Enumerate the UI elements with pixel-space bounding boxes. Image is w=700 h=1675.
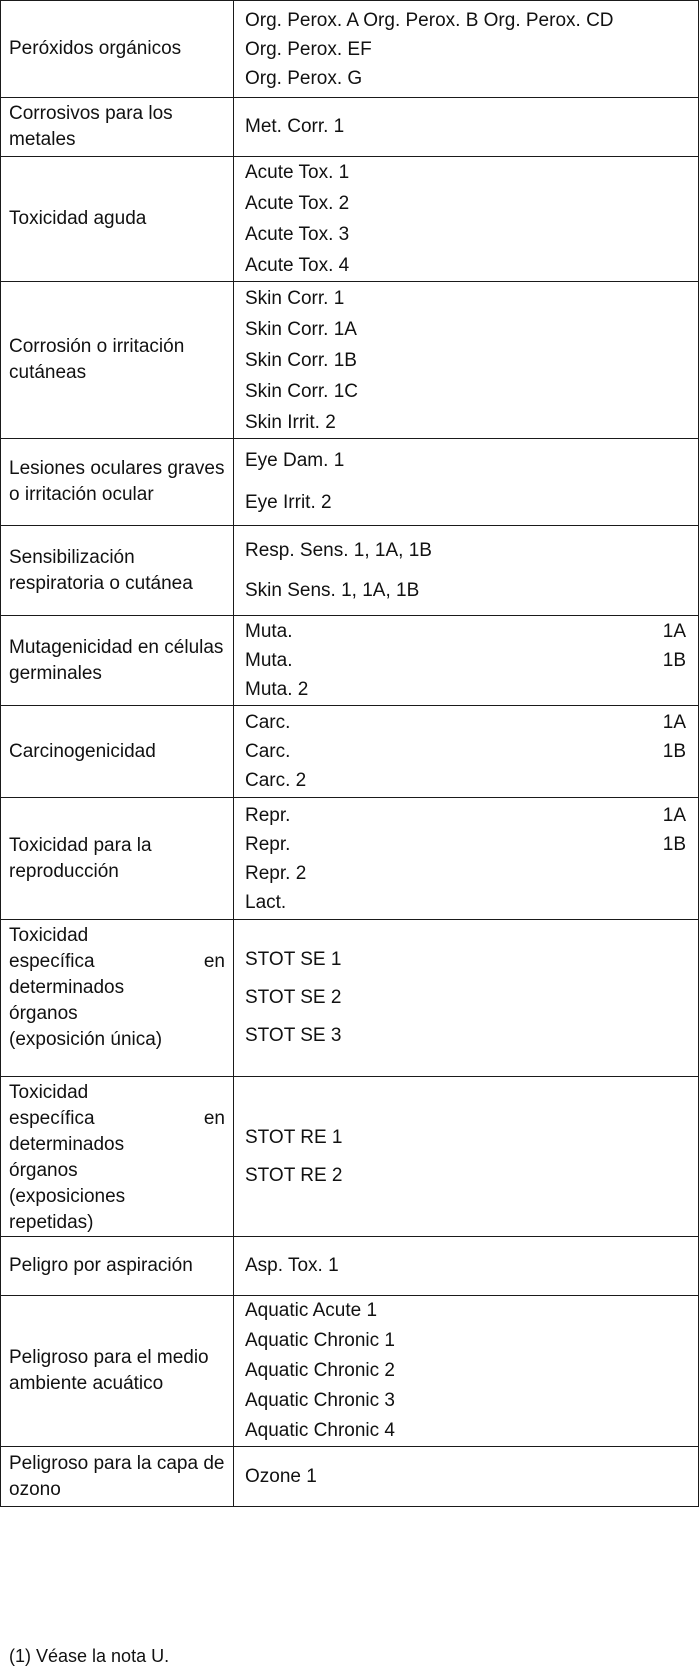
hazard-class-cell: Toxicidad aguda — [1, 157, 234, 282]
hazard-category-name: Repr. — [245, 804, 291, 826]
hazard-category: Aquatic Chronic 2 — [245, 1360, 395, 1381]
hazard-category: Resp. Sens. 1, 1A, 1B — [245, 539, 432, 561]
hazard-class-word: en — [203, 951, 225, 972]
hazard-category: STOT SE 3 — [245, 1025, 342, 1046]
hazard-category: Carc. 2 — [245, 770, 307, 791]
hazard-category: Muta. 2 — [245, 679, 309, 700]
hazard-category: Aquatic Chronic 3 — [245, 1390, 395, 1411]
hazard-class-cell: Corrosivos para los metales — [1, 98, 234, 157]
hazard-category: Skin Corr. 1 — [245, 287, 345, 309]
hazard-class-line: (exposiciones — [9, 1186, 126, 1207]
table-row — [1, 920, 699, 1077]
hazard-class-line: Toxicidad — [9, 1082, 89, 1103]
hazard-class-cell: Peligroso para la capa de ozono — [1, 1447, 234, 1507]
hazard-class-cell: Peligroso para el medio ambiente acuático — [1, 1296, 234, 1447]
hazard-category-cell — [234, 920, 699, 1077]
hazard-category: Skin Corr. 1A — [245, 318, 357, 340]
hazard-category-level: 1B — [662, 741, 686, 762]
hazard-class-line: (exposición única) — [9, 1029, 163, 1050]
hazard-category: Lact. — [245, 891, 287, 913]
hazard-category — [245, 801, 698, 830]
hazard-category: Org. Perox. G — [245, 67, 363, 89]
hazard-category-name: Muta. — [245, 650, 293, 671]
hazard-class-cell: Lesiones oculares graves o irritación ocular — [1, 439, 234, 526]
hazard-class-line: determinados — [9, 1134, 125, 1155]
hazard-category-level: 1A — [662, 621, 686, 642]
hazard-category: Acute Tox. 2 — [245, 193, 350, 214]
hazard-category: Met. Corr. 1 — [245, 116, 345, 137]
hazard-class-cell: Carcinogenicidad — [1, 706, 234, 798]
hazard-category-cell — [234, 1296, 699, 1447]
table-row — [1, 98, 699, 157]
hazard-category — [245, 737, 698, 766]
table-row — [1, 1296, 699, 1447]
hazard-category: Asp. Tox. 1 — [245, 1255, 339, 1276]
hazard-category: Aquatic Acute 1 — [245, 1300, 378, 1321]
hazard-category — [245, 708, 698, 737]
hazard-category: Skin Corr. 1B — [245, 349, 357, 371]
table-row — [1, 282, 699, 439]
table-row — [1, 798, 699, 920]
table-row — [1, 157, 699, 282]
hazard-category — [245, 617, 698, 646]
hazard-class-word: específica — [9, 1108, 95, 1129]
hazard-class-cell: Peligro por aspiración — [1, 1237, 234, 1296]
hazard-category: STOT RE 1 — [245, 1126, 343, 1148]
table-row — [1, 1447, 699, 1507]
hazard-category-cell — [234, 1077, 699, 1237]
table-row — [1, 439, 699, 526]
table-row — [1, 1, 699, 98]
hazard-class-line: órganos — [9, 1160, 78, 1181]
hazard-class-cell: Sensibilización respiratoria o cutánea — [1, 526, 234, 616]
hazard-category-level: 1B — [662, 833, 686, 855]
hazard-category: Eye Dam. 1 — [245, 450, 345, 471]
table-row — [1, 1077, 699, 1237]
hazard-category-name: Repr. — [245, 833, 291, 855]
hazard-class-cell: Corrosión o irritación cutáneas — [1, 282, 234, 439]
hazard-category-cell — [234, 798, 699, 920]
hazard-category-level: 1A — [662, 712, 686, 733]
hazard-category: Acute Tox. 3 — [245, 224, 350, 245]
hazard-class-word: específica — [9, 951, 95, 972]
hazard-category-cell — [234, 1, 699, 98]
hazard-category-cell — [234, 98, 699, 157]
hazard-class-line: órganos — [9, 1003, 78, 1024]
hazard-category: Skin Corr. 1C — [245, 380, 358, 402]
hazard-category-cell — [234, 157, 699, 282]
hazard-class-line: determinados — [9, 977, 125, 998]
hazard-class-line: repetidas) — [9, 1212, 94, 1233]
hazard-category: Acute Tox. 1 — [245, 162, 350, 183]
hazard-category: Org. Perox. EF — [245, 38, 372, 60]
table-row — [1, 1237, 699, 1296]
hazard-category: Eye Irrit. 2 — [245, 492, 332, 513]
hazard-category — [245, 830, 698, 859]
hazard-class-word: en — [203, 1108, 225, 1129]
footnote: (1) Véase la nota U. — [9, 1646, 170, 1666]
hazard-category: STOT SE 2 — [245, 987, 342, 1008]
hazard-category: Skin Sens. 1, 1A, 1B — [245, 579, 420, 601]
hazard-class-cell — [1, 920, 234, 1077]
hazard-category: Ozone 1 — [245, 1465, 317, 1487]
hazard-class-line — [9, 949, 225, 975]
hazard-class-cell: Toxicidad para la reproducción — [1, 798, 234, 920]
hazard-category: STOT RE 2 — [245, 1164, 343, 1186]
table-row — [1, 706, 699, 798]
hazard-category: Repr. 2 — [245, 862, 307, 884]
hazard-category-cell — [234, 282, 699, 439]
hazard-category — [245, 646, 698, 675]
hazard-class-cell: Mutagenicidad en células germinales — [1, 616, 234, 706]
hazard-category: Org. Perox. A Org. Perox. B Org. Perox. CD — [245, 9, 614, 31]
hazard-category: Acute Tox. 4 — [245, 255, 350, 276]
hazard-class-line: Toxicidad — [9, 925, 89, 946]
hazard-category-cell — [234, 526, 699, 616]
hazard-class-line — [9, 1106, 225, 1132]
hazard-category-cell — [234, 706, 699, 798]
hazard-class-cell — [1, 1077, 234, 1237]
hazard-class-cell: Peróxidos orgánicos — [1, 1, 234, 98]
hazard-category-cell — [234, 616, 699, 706]
hazard-category: Aquatic Chronic 4 — [245, 1420, 395, 1441]
hazard-category-level: 1A — [662, 804, 686, 826]
hazard-category-cell — [234, 1237, 699, 1296]
hazard-category-level: 1B — [662, 650, 686, 671]
hazard-category: STOT SE 1 — [245, 949, 342, 970]
hazard-category-name: Carc. — [245, 741, 291, 762]
hazard-category-name: Carc. — [245, 712, 291, 733]
hazard-category: Skin Irrit. 2 — [245, 411, 336, 433]
hazard-category-name: Muta. — [245, 621, 293, 642]
hazard-category: Aquatic Chronic 1 — [245, 1330, 395, 1351]
table-row — [1, 616, 699, 706]
hazard-category-cell — [234, 439, 699, 526]
hazard-category-cell — [234, 1447, 699, 1507]
table-row — [1, 526, 699, 616]
